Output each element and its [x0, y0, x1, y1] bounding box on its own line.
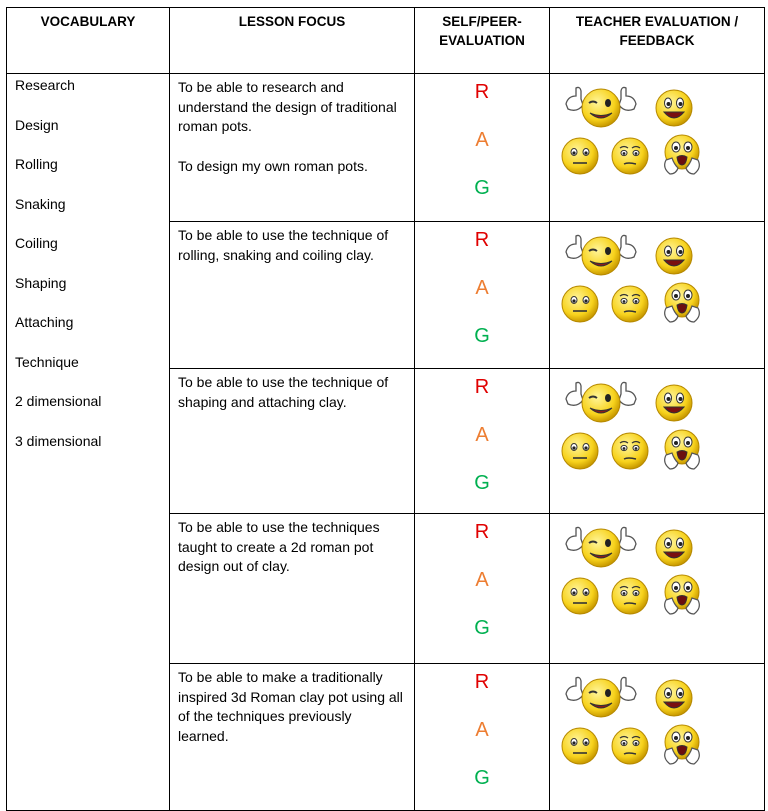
lesson-focus-cell: [170, 74, 415, 222]
self-peer-evaluation-header: SELF/PEER- EVALUATION: [415, 8, 550, 74]
shocked-face-icon[interactable]: [660, 720, 704, 773]
vocabulary-list: [7, 74, 170, 811]
lesson-focus-text: To be able to use the technique of rolling, snaking and coiling clay.: [178, 227, 389, 263]
shocked-face-icon[interactable]: [660, 425, 704, 478]
happy-face-icon[interactable]: [654, 383, 694, 428]
lesson-focus-text: To be able to make a traditionally inspired 3d Roman clay pot using all of the techniques previously learned.: [178, 669, 403, 744]
happy-face-icon[interactable]: [654, 236, 694, 281]
shocked-face-icon[interactable]: [660, 570, 704, 623]
rag-amber[interactable]: A: [475, 129, 489, 151]
vocabulary-item: Design: [15, 116, 59, 133]
lesson-focus-cell: [170, 369, 415, 514]
feedback-cell: [550, 222, 765, 369]
happy-face-icon[interactable]: [654, 678, 694, 723]
vocabulary-item: Coiling: [15, 235, 58, 251]
vocabulary-item: Attaching: [15, 314, 74, 330]
lesson-focus-text: To be able to research and understand the design of traditional roman pots.: [178, 79, 397, 134]
rag-green[interactable]: G: [474, 177, 490, 199]
lesson-row: [7, 74, 765, 222]
feedback-cell: [550, 369, 765, 514]
vocabulary-item: Snaking: [15, 195, 66, 212]
rag-red[interactable]: R: [474, 229, 490, 251]
rag-amber[interactable]: A: [475, 719, 489, 741]
shocked-face-icon[interactable]: [660, 130, 704, 183]
rag-cell: [415, 222, 550, 369]
rag-amber[interactable]: A: [475, 424, 489, 446]
lesson-focus-text: To design my own roman pots.: [178, 157, 368, 174]
thumbs-up-wink-icon[interactable]: [562, 230, 640, 285]
vocabulary-item: Shaping: [15, 274, 67, 291]
thumbs-up-wink-icon[interactable]: [562, 672, 640, 727]
rag-cell: [415, 74, 550, 222]
feedback-cell: [550, 74, 765, 222]
rag-green[interactable]: G: [474, 325, 490, 347]
rag-cell: [415, 514, 550, 664]
teacher-evaluation-header: TEACHER EVALUATION / FEEDBACK: [550, 8, 765, 74]
happy-face-icon[interactable]: [654, 528, 694, 573]
lesson-focus-text: To be able to use the techniques taught to create a 2d roman pot design out of clay.: [178, 519, 380, 574]
feedback-cell: [550, 664, 765, 811]
neutral-face-icon[interactable]: [560, 576, 600, 621]
rag-red[interactable]: R: [474, 81, 490, 103]
rag-amber[interactable]: A: [475, 569, 489, 591]
feedback-icons: [550, 74, 764, 174]
lesson-evaluation-table: [6, 7, 765, 811]
thumbs-up-wink-icon[interactable]: [562, 377, 640, 432]
neutral-face-icon[interactable]: [560, 431, 600, 476]
unsure-face-icon[interactable]: [610, 284, 650, 329]
lesson-focus-text: To be able to use the technique of shaping and attaching clay.: [178, 374, 389, 410]
feedback-cell: [550, 514, 765, 664]
rag-amber[interactable]: A: [475, 277, 489, 299]
rag-green[interactable]: G: [474, 767, 490, 789]
rag-red[interactable]: R: [474, 521, 490, 543]
feedback-icons: [550, 369, 764, 469]
vocabulary-item: Technique: [15, 353, 79, 370]
rag-red[interactable]: R: [474, 671, 490, 693]
shocked-face-icon[interactable]: [660, 278, 704, 331]
feedback-icons: [550, 514, 764, 614]
feedback-icons: [550, 664, 764, 764]
rag-green[interactable]: G: [474, 617, 490, 639]
lesson-focus-cell: [170, 664, 415, 811]
header-row: [7, 8, 765, 74]
vocabulary-item: Rolling: [15, 156, 58, 172]
thumbs-up-wink-icon[interactable]: [562, 522, 640, 577]
vocabulary-item: 3 dimensional: [15, 432, 102, 449]
rag-green[interactable]: G: [474, 472, 490, 494]
lesson-focus-cell: [170, 222, 415, 369]
vocabulary-header: VOCABULARY: [7, 8, 170, 74]
vocabulary-item: Research: [15, 77, 75, 93]
neutral-face-icon[interactable]: [560, 726, 600, 771]
unsure-face-icon[interactable]: [610, 136, 650, 181]
feedback-icons: [550, 222, 764, 322]
lesson-focus-header: LESSON FOCUS: [170, 8, 415, 74]
rag-cell: [415, 664, 550, 811]
lesson-focus-cell: [170, 514, 415, 664]
unsure-face-icon[interactable]: [610, 726, 650, 771]
unsure-face-icon[interactable]: [610, 576, 650, 621]
thumbs-up-wink-icon[interactable]: [562, 82, 640, 137]
unsure-face-icon[interactable]: [610, 431, 650, 476]
happy-face-icon[interactable]: [654, 88, 694, 133]
vocabulary-item: 2 dimensional: [15, 393, 102, 409]
neutral-face-icon[interactable]: [560, 136, 600, 181]
neutral-face-icon[interactable]: [560, 284, 600, 329]
rag-red[interactable]: R: [474, 376, 490, 398]
rag-cell: [415, 369, 550, 514]
